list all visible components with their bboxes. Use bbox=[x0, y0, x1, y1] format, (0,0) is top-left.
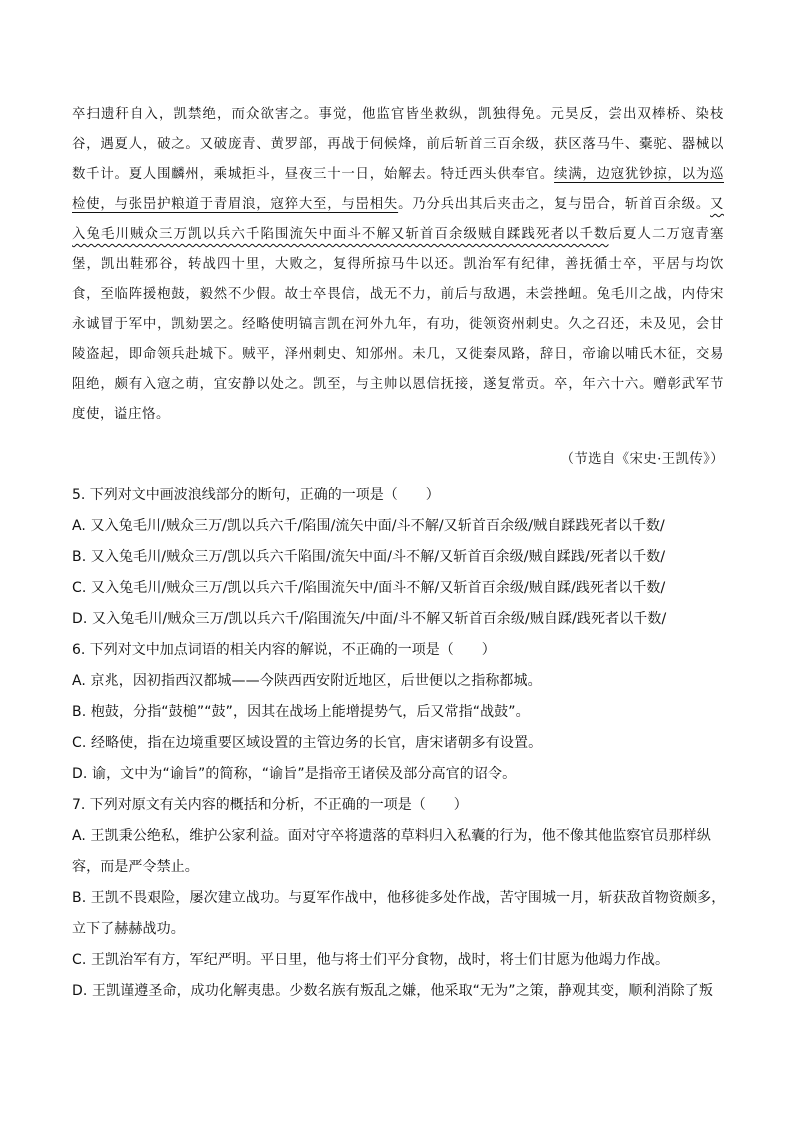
underlined-sentence: 续满，边寇犹钞掠，以为巡检使，与张岊护粮道于青眉浪，寇猝大至，与岊相失 bbox=[72, 167, 724, 212]
question-7-option-d[interactable]: D. 王凯谨遵圣命，成功化解夷患。少数名族有叛乱之嫌，他采取“无为”之策，静观其变，顺利消除了叛 bbox=[72, 983, 713, 999]
question-6-option-a[interactable]: A. 京兆，因初指西汉都城——今陕西西安附近地区，后世便以之指称都城。 bbox=[72, 673, 542, 689]
question-6-option-b[interactable]: B. 枹鼓，分指“鼓槌”“鼓”，因其在战场上能增提势气，后又常指“战鼓”。 bbox=[72, 704, 530, 720]
classical-passage bbox=[72, 100, 724, 430]
passage-paragraph bbox=[72, 100, 724, 430]
passage-text: 后夏人二万寇青塞堡，凯出鞋邪谷，转战四十里，大败之，复得所掠马牛以还。凯治军有纪律，善抚循士卒，平居与均饮食，至临阵援枹鼓，毅然不少假。故士卒畏信，战无不力，前后与敌遇，未尝挫衄。兔毛川之战，内侍宋永诚冒于军中，凯劾罢之。经略使明镐言凯在河外九年，有功，徙领资州刺史。久之召还，未及见，会甘陵盗起，即命领兵赴城下。贼平，泽州刺史、知邠州。未几，又徙秦凤路，辞日，帝谕以哺氏木征，交易阻绝，颇有入寇之萌，宜安静以处之。凯至，与主帅以恩信抚接，遂复常贡。卒，年六十六。赠彰武军节度使，谥庄恪。 bbox=[72, 227, 724, 422]
question-7-option-c[interactable]: C. 王凯治军有方，军纪严明。平日里，他与将士们平分食物，战时，将士们甘愿为他竭力作战。 bbox=[72, 952, 670, 968]
question-7-stem: 7. 下列对原文有关内容的概括和分析，不正确的一项是（ ） bbox=[72, 797, 468, 813]
question-5-option-d[interactable]: D. 又入兔毛川/贼众三万/凯以兵六千/陷围流矢/中面/斗不解又斩首百余级/贼自蹂/践死者以千数/ bbox=[72, 611, 667, 627]
question-6-option-c[interactable]: C. 经略使，指在边境重要区域设置的主管边务的长官，唐宋诸朝多有设置。 bbox=[72, 735, 543, 751]
question-5-stem: 5. 下列对文中画波浪线部分的断句，正确的一项是（ ） bbox=[72, 487, 440, 503]
passage-source: （节选自《宋史·王凯传》） bbox=[560, 452, 724, 467]
question-5-option-b[interactable]: B. 又入兔毛川/贼众三万/凯以兵六千陷围/流矢中面/斗不解/又斩首百余级/贼自蹂践/死者以千数/ bbox=[72, 549, 666, 565]
question-7-option-b[interactable]: B. 王凯不畏艰险，屡次建立战功。与夏军作战中，他移徙多处作战，苦守围城一月，斩获敌首物资颇多，立下了赫赫战功。 bbox=[72, 890, 726, 937]
question-6-stem: 6. 下列对文中加点词语的相关内容的解说，不正确的一项是（ ） bbox=[72, 642, 496, 658]
passage-text: 卒扫遗秆自入，凯禁绝，而众欲害之。事觉，他监官皆坐救纵，凯独得免。元昊反，尝出双棒桥、染枝谷，遇夏人，破之。又破庞青、黄罗部，再战于伺候烽，前后斩首三百余级，获区落马牛、橐驼、器械以数千计。夏人围麟州，乘城拒斗，昼夜三十一日，始解去。特迁西头供奉官。 bbox=[72, 107, 724, 182]
wavy-underlined-sentence: 又入兔毛川贼众三万凯以兵六千陷围流矢中面斗不解又斩首百余级贼自蹂践死者以千数 bbox=[72, 197, 724, 242]
passage-text: 。乃分兵出其后夹击之，复与岊合，斩首百余级。 bbox=[398, 197, 710, 212]
question-5-option-c[interactable]: C. 又入兔毛川/贼众三万/凯以兵六千/陷围流矢中/面斗不解/又斩首百余级/贼自蹂/践死者以千数/ bbox=[72, 580, 666, 596]
question-5-option-a[interactable]: A. 又入兔毛川/贼众三万/凯以兵六千/陷围/流矢中面/斗不解/又斩首百余级/贼自蹂践死者以千数/ bbox=[72, 518, 665, 534]
question-list bbox=[72, 480, 728, 1007]
question-6-option-d[interactable]: D. 谕，文中为“谕旨”的简称，“谕旨”是指帝王诸侯及部分高官的诏令。 bbox=[72, 766, 517, 782]
question-7-option-a[interactable]: A. 王凯秉公绝私，维护公家利益。面对守卒将遗落的草料归入私囊的行为，他不像其他监察官员那样纵容，而是严令禁止。 bbox=[72, 828, 711, 875]
